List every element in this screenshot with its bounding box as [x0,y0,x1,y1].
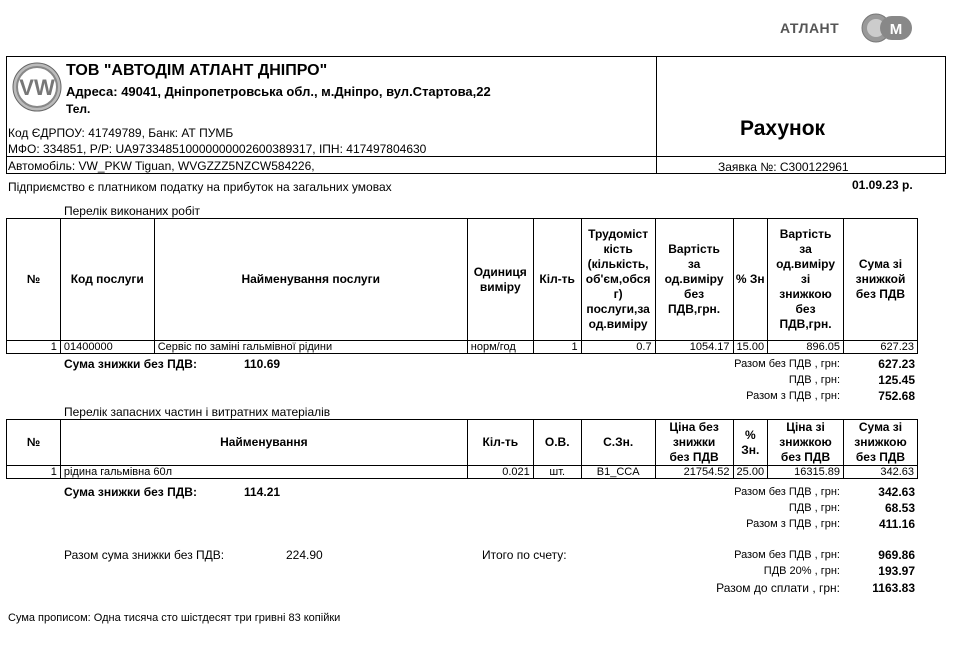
works-cell-disc: 15.00 [733,341,768,354]
parts-col-disc-price: Ціна зі знижкою без ПДВ [768,420,844,466]
works-discount-label: Сума знижки без ПДВ: [64,357,197,371]
works-cell-disc-price: 896.05 [768,341,844,354]
company-mfo: МФО: 334851, Р/Р: UA973348510000000002600389317, ІПН: 417497804630 [8,142,427,156]
works-cell-code: 01400000 [60,341,154,354]
summary-total-value-2: 193.97 [878,564,915,578]
parts-col-num: № [7,420,61,466]
summary-total-label-3: Разом до сплати , грн: [716,581,840,595]
works-col-price: Вартість за од.виміру без ПДВ,грн. [655,219,733,341]
parts-header-row [7,420,918,466]
works-cell-labor: 0.7 [581,341,655,354]
header-car-divider [6,156,656,157]
parts-col-uom: О.В. [533,420,581,466]
summary-itogo-label: Итого по счету: [482,548,567,562]
works-header-row [7,219,918,341]
brand-logo-text: АТЛАНТ [780,20,840,36]
parts-discount-label: Сума знижки без ПДВ: [64,485,197,499]
works-table [6,218,918,354]
works-col-name: Найменування послуги [154,219,467,341]
parts-section-title: Перелік запасних частин і витратних матеріалів [64,405,331,419]
parts-cell-name: рідина гальмівна 60л [60,466,467,479]
parts-col-disc: % Зн. [733,420,768,466]
doc-title: Рахунок [740,117,826,140]
parts-total-label-3: Разом з ПДВ , грн: [746,518,840,530]
works-total-value-2: 125.45 [878,373,915,387]
works-col-unit: Одиниця виміру [467,219,533,341]
summary-discount-value: 224.90 [286,548,323,562]
parts-cell-disc-price: 16315.89 [768,466,844,479]
parts-discount-value: 114.21 [244,485,281,499]
company-edrpou: Код ЄДРПОУ: 41749789, Банк: АТ ПУМБ [8,126,234,140]
parts-cell-qty: 0.021 [467,466,533,479]
parts-cell-price: 21754.52 [655,466,733,479]
works-col-disc-price: Вартість за од.виміру зі знижкою без ПДВ,грн. [768,219,844,341]
works-total-label-3: Разом з ПДВ , грн: [746,390,840,402]
parts-col-price: Ціна без знижки без ПДВ [655,420,733,466]
svg-text:VW: VW [19,75,55,100]
parts-cell-num: 1 [7,466,61,479]
order-number: Заявка №: C300122961 [718,160,849,174]
works-total-label-2: ПДВ , грн: [788,374,840,386]
parts-cell-sum: 342.63 [844,466,918,479]
works-cell-unit: норм/год [467,341,533,354]
works-section-title: Перелік виконаних робіт [64,204,200,218]
brand-logo [780,12,920,44]
parts-col-qty: Кіл-ть [467,420,533,466]
company-name: ТОВ "АВТОДІМ АТЛАНТ ДНІПРО" [66,62,328,79]
works-col-labor: Трудоміст кість (кількість, об'єм,обся г) послуги,за од.виміру [581,219,655,341]
works-cell-price: 1054.17 [655,341,733,354]
tax-note: Підприємство є платником податку на прибуток на загальних умовах [8,180,392,194]
works-cell-name: Сервіс по заміні гальмівної рідини [154,341,467,354]
parts-cell-disc: 25.00 [733,466,768,479]
parts-cell-szn: B1_CCA [581,466,655,479]
parts-total-value-1: 342.63 [878,485,915,499]
works-cell-sum: 627.23 [844,341,918,354]
table-row [7,466,918,479]
parts-total-label-2: ПДВ , грн: [788,502,840,514]
company-phone: Тел. [66,102,91,116]
parts-total-value-2: 68.53 [884,501,915,515]
parts-table [6,419,918,479]
summary-discount-label: Разом сума знижки без ПДВ: [64,548,225,562]
vw-logo-icon [12,62,62,112]
works-total-value-1: 627.23 [878,357,915,371]
summary-total-label-1: Разом без ПДВ , грн: [734,549,840,561]
amount-in-words: Сума прописом: Одна тисяча сто шістдесят три гривні 83 копійки [8,612,341,624]
works-col-num: № [7,219,61,341]
works-col-sum: Сума зі знижкой без ПДВ [844,219,918,341]
works-total-label-1: Разом без ПДВ , грн: [734,358,840,370]
works-col-qty: Кіл-ть [533,219,581,341]
parts-cell-uom: шт. [533,466,581,479]
invoice-date: 01.09.23 р. [852,178,913,192]
summary-total-value-1: 969.86 [878,548,915,562]
car-info: Автомобіль: VW_PKW Tiguan, WVGZZZ5NZCW584226, [8,159,315,173]
summary-total-value-3: 1163.83 [872,581,915,595]
table-row [7,341,918,354]
brand-logo-emblem [860,12,916,44]
works-discount-value: 110.69 [244,357,281,371]
parts-col-szn: С.Зн. [581,420,655,466]
svg-text:M: M [889,21,903,38]
works-col-code: Код послуги [60,219,154,341]
summary-total-label-2: ПДВ 20% , грн: [763,565,840,577]
parts-col-name: Найменування [60,420,467,466]
parts-col-sum: Сума зі знижкою без ПДВ [844,420,918,466]
works-cell-num: 1 [7,341,61,354]
company-address: Адреса: 49041, Дніпропетровська обл., м.Дніпро, вул.Стартова,22 [66,84,491,99]
header-order-divider [656,156,946,157]
works-total-value-3: 752.68 [878,389,915,403]
parts-total-value-3: 411.16 [878,517,915,531]
parts-total-label-1: Разом без ПДВ , грн: [734,486,840,498]
works-col-disc: % Зн [733,219,768,341]
works-cell-qty: 1 [533,341,581,354]
